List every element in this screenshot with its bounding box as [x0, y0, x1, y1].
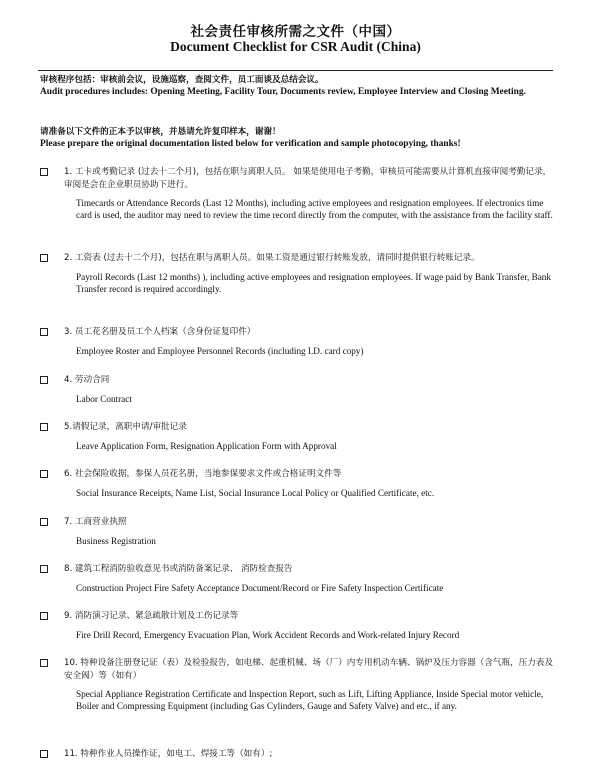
item-zh: 2. 工资表 (过去十二个月)，包括在职与离职人员。如果工资是通过银行转账发放，请同时提供银行转账记录。	[64, 253, 480, 263]
checkbox[interactable]	[40, 518, 48, 526]
checkbox[interactable]	[40, 376, 48, 384]
checklist-item-1	[40, 166, 560, 221]
item-en: Special Appliance Registration Certificate and Inspection Report, such as Lift, Lifting Appliance, Inside Special motor vehicle, Boiler and Compressing Equipment (including Gas Cylinders, Gauge and Safety Valve) and etc., if any.	[76, 689, 544, 712]
checklist-item-8	[40, 563, 560, 594]
item-en: Timecards or Attendance Records (Last 12 Months), including active employees and resignation employees. If electronics time card is used, the auditor may need to review the time record directly from the computer, with the assistance from the facility staff.	[76, 198, 553, 221]
checklist-item-5	[40, 421, 560, 452]
item-zh: 7. 工商营业执照	[64, 517, 127, 527]
checkbox[interactable]	[40, 659, 48, 667]
item-zh: 1. 工卡或考勤记录 (过去十二个月)，包括在职与离职人员。 如果是使用电子考勤，审核员可能需要从计算机直接审阅考勤记录，审阅是会在企业职员协助下进行。	[64, 167, 552, 190]
item-en: Fire Drill Record, Emergency Evacuation Plan, Work Accident Records and Work-related Injury Record	[76, 629, 460, 640]
procedures-zh: 审核程序包括：审核前会议，设施巡察，查阅文件，员工面谈及总结会议。	[40, 75, 324, 85]
item-zh: 8. 建筑工程消防验收意见书或消防备案记录、 消防检查报告	[64, 564, 293, 574]
title-divider	[38, 70, 553, 71]
item-zh: 9. 消防演习记录、紧急疏散计划及工伤记录等	[64, 611, 239, 621]
checklist-item-3	[40, 326, 560, 357]
item-zh: 3. 员工花名册及员工个人档案（含身份证复印件）	[64, 327, 256, 337]
checklist-item-11	[40, 748, 560, 761]
request-en: Please prepare the original documentation listed below for verification and sample photocopying, thanks!	[40, 139, 461, 149]
checkbox[interactable]	[40, 168, 48, 176]
checklist-item-10	[40, 657, 560, 712]
procedures-en: Audit procedures includes: Opening Meeting, Facility Tour, Documents review, Employee Interview and Closing Meeting.	[40, 87, 526, 97]
page-title-english: Document Checklist for CSR Audit (China)	[170, 39, 421, 54]
item-en: Payroll Records (Last 12 months) ), including active employees and resignation employees. If wage paid by Bank Transfer, Bank Transfer record is required accordingly.	[76, 271, 551, 294]
checkbox[interactable]	[40, 328, 48, 336]
item-en: Social Insurance Receipts, Name List, Social Insurance Local Policy or Qualified Certificate, etc.	[76, 487, 435, 498]
checkbox[interactable]	[40, 254, 48, 262]
item-zh: 11. 特种作业人员操作证，如电工、焊接工等（如有）;	[64, 749, 273, 759]
item-zh: 4. 劳动合同	[64, 375, 110, 385]
checklist-item-7	[40, 516, 560, 547]
item-zh: 10. 特种设备注册登记证（表）及检验报告，如电梯、起重机械、场（厂）内专用机动车辆、锅炉及压力容器（含气瓶，压力表及安全阀）等（如有）	[64, 658, 554, 681]
item-en: Employee Roster and Employee Personnel Records (including I.D. card copy)	[76, 345, 364, 356]
checkbox[interactable]	[40, 470, 48, 478]
item-en: Labor Contract	[76, 393, 132, 404]
item-zh: 6. 社会保险收据，参保人员花名册，当地参保要求文件或合格证明文件等	[64, 469, 342, 479]
checklist-item-9	[40, 610, 560, 641]
checklist-item-2	[40, 252, 560, 295]
checkbox[interactable]	[40, 423, 48, 431]
checkbox[interactable]	[40, 565, 48, 573]
checkbox[interactable]	[40, 612, 48, 620]
page-title-chinese: 社会责任审核所需之文件（中国）	[190, 24, 401, 40]
checklist-item-4	[40, 374, 560, 405]
request-intro	[40, 126, 560, 150]
procedures-intro	[40, 74, 560, 98]
item-en: Business Registration	[76, 535, 156, 546]
item-en: Leave Application Form, Resignation Application Form with Approval	[76, 440, 337, 451]
item-zh: 5.请假记录，离职申请/审批记录	[64, 422, 187, 432]
request-zh: 请准备以下文件的正本予以审核，并恳请允许复印样本，谢谢！	[40, 127, 281, 137]
item-en: Construction Project Fire Safety Acceptance Document/Record or Fire Safety Inspection Certificate	[76, 582, 444, 593]
checklist-item-6	[40, 468, 560, 499]
checkbox[interactable]	[40, 750, 48, 758]
